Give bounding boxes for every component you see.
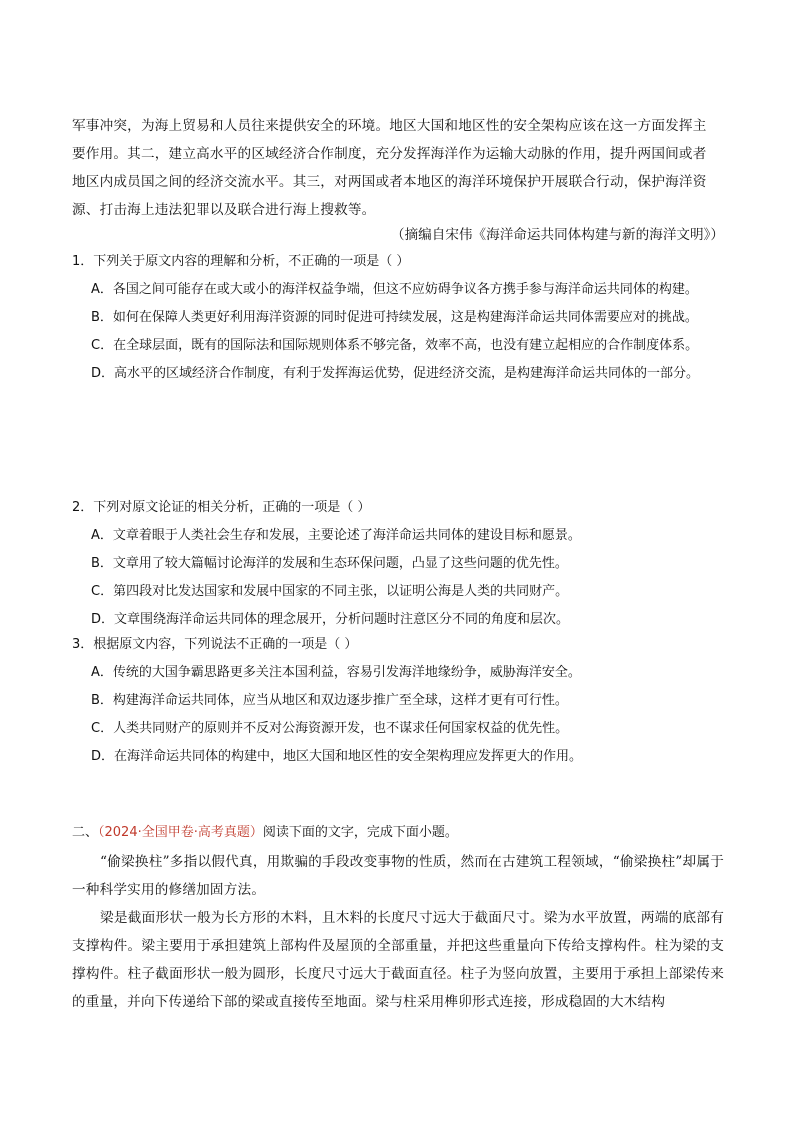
passage-line: 军事冲突，为海上贸易和人员往来提供安全的环境。地区大国和地区性的安全架构应该在这一方面发挥主 (72, 118, 707, 134)
question-stem: 3．根据原文内容，下列说法不正确的一项是（ ） (72, 637, 358, 652)
passage-2 (72, 848, 724, 1016)
option-a: A．传统的大国争霸思路更多关注本国利益，容易引发海洋地缘纷争，威胁海洋安全。 (91, 665, 581, 680)
passage-line: 地区内成员国之间的经济交流水平。其三，对两国或者本地区的海洋环境保护开展联合行动，保护海洋资 (72, 174, 707, 190)
passage-line: 源、打击海上违法犯罪以及联合进行海上搜救等。 (72, 202, 376, 218)
passage-source: （摘编自宋伟《海洋命运共同体构建与新的海洋文明》） (390, 227, 724, 243)
option-c: C．第四段对比发达国家和发展中国家的不同主张，以证明公海是人类的共同财产。 (91, 584, 569, 599)
passage-line: 要作用。其二，建立高水平的区域经济合作制度，充分发挥海洋作为运输大动脉的作用，提升两国间或者 (72, 146, 707, 162)
option-b: B．文章用了较大篇幅讨论海洋的发展和生态环保问题，凸显了这些问题的优先性。 (91, 556, 568, 571)
option-c: C．在全球层面，既有的国际法和国际规则体系不够完备，效率不高，也没有建立起相应的合作制度体系。 (91, 338, 699, 353)
option-d: D．高水平的区域经济合作制度，有利于发挥海运优势，促进经济交流，是构建海洋命运共同体的一部分。 (91, 366, 700, 381)
option-a: A．文章着眼于人类社会生存和发展，主要论述了海洋命运共同体的建设目标和愿景。 (91, 528, 581, 543)
passage-paragraph: 梁是截面形状一般为长方形的木料，且木料的长度尺寸远大于截面尺寸。梁为水平放置，两端的底部有支撑构件。梁主要用于承担建筑上部构件及屋顶的全部重量，并把这些重量向下传给支撑构件。柱为梁的支撑构件。柱子截面形状一般为圆形，长度尺寸远大于截面直径。柱子为竖向放置，主要用于承担上部梁传来的重量，并向下传递给下部的梁或直接传至地面。梁与柱采用榫卯形式连接，形成稳固的大木结构 (72, 910, 724, 1010)
question-2 (72, 494, 724, 634)
section-2-heading (72, 820, 724, 846)
question-3 (72, 631, 724, 771)
option-d: D．文章围绕海洋命运共同体的理念展开，分析问题时注意区分不同的角度和层次。 (91, 612, 570, 627)
option-c: C．人类共同财产的原则并不反对公海资源开发，也不谋求任何国家权益的优先性。 (91, 721, 569, 736)
question-1 (72, 248, 724, 388)
section-instruction: 阅读下面的文字，完成下面小题。 (262, 825, 458, 840)
option-b: B．构建海洋命运共同体，应当从地区和双边逐步推广至全球，这样才更有可行性。 (91, 693, 568, 708)
exam-source-tag: （2024·全国甲卷·高考真题） (98, 825, 263, 840)
question-stem: 1．下列关于原文内容的理解和分析，不正确的一项是（ ） (72, 254, 410, 269)
option-a: A．各国之间可能存在或大或小的海洋权益争端，但这不应妨碍争议各方携手参与海洋命运共同体的构建。 (91, 282, 698, 297)
section-number: 二、 (72, 825, 99, 840)
question-stem: 2．下列对原文论证的相关分析，正确的一项是（ ） (72, 500, 371, 515)
option-d: D．在海洋命运共同体的构建中，地区大国和地区性的安全架构理应发挥更大的作用。 (91, 749, 583, 764)
passage-top (72, 112, 724, 224)
passage-paragraph: “偷梁换柱”多指以假代真，用欺骗的手段改变事物的性质，然而在古建筑工程领域，“偷梁换柱”却属于一种科学实用的修缮加固方法。 (72, 854, 724, 898)
option-b: B．如何在保障人类更好利用海洋资源的同时促进可持续发展，这是构建海洋命运共同体需要应对的挑战。 (91, 310, 698, 325)
